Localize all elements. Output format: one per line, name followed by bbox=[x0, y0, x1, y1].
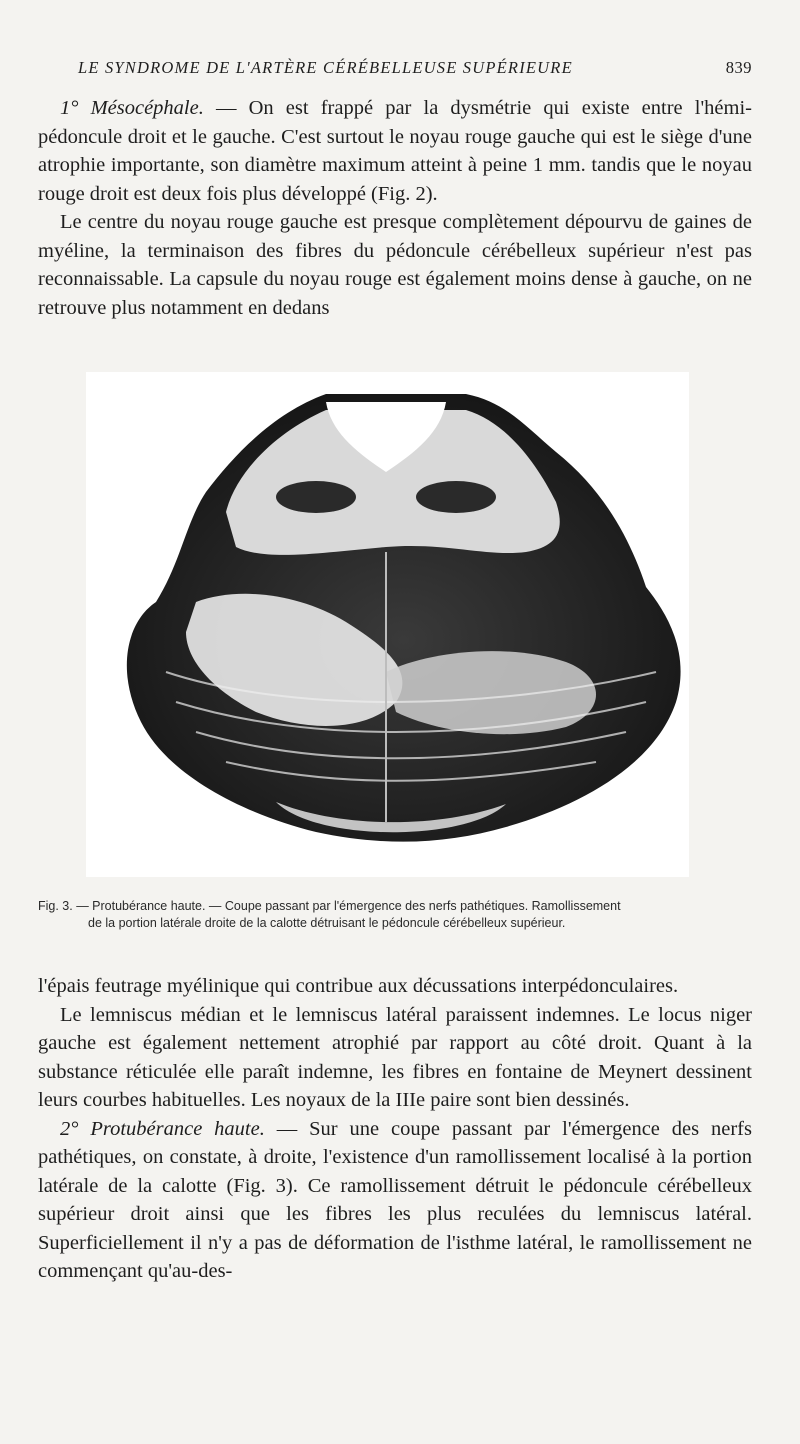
running-header bbox=[78, 58, 752, 78]
caption-line-2: de la portion latérale droite de la calotte détruisant le pédoncule cérébelleux supérieur. bbox=[88, 916, 566, 930]
caption-line-1: Fig. 3. — Protubérance haute. — Coupe passant par l'émergence des nerfs pathétiques. Ramollissement bbox=[38, 899, 621, 913]
body-text-bottom bbox=[38, 972, 752, 1286]
paragraph-noyau-rouge: Le centre du noyau rouge gauche est presque complètement dépourvu de gaines de myéline, la terminaison des fibres du pédoncule cérébelleux supérieur n'est pas reconnaissable. La capsule du noyau rouge est également moins dense à gauche, on ne retrouve plus notamment en dedans bbox=[38, 211, 752, 319]
figure-caption bbox=[38, 898, 752, 932]
paragraph-lemniscus: Le lemniscus médian et le lemniscus latéral paraissent indemnes. Le locus niger gauche est également nettement atrophié par rapport au côté droit. Quant à la substance réticulée elle paraît indemne, les fibres en fontaine de Meynert dessinent leurs courbes habituelles. Les noyaux de la IIIe paire sont bien dessinés. bbox=[38, 1003, 752, 1111]
section-heading-mesocephale: 1° Mésocéphale. bbox=[60, 97, 204, 119]
running-title: LE SYNDROME DE L'ARTÈRE CÉRÉBELLEUSE SUPÉRIEURE bbox=[78, 58, 573, 77]
paragraph-text-protuberance: — Sur une coupe passant par l'émergence des nerfs pathétiques, on constate, à droite, l'existence d'un ramollissement localisé à la portion latérale de la calotte (Fig. 3). Ce ramollissement détruit le pédoncule cérébelleux supérieur droit ainsi que les fibres les plus reculées du lemniscus latéral. Superficiellement il n'y a pas de déformation de l'isthme latéral, le ramollissement ne commençant qu'au-des- bbox=[38, 1117, 752, 1282]
paragraph-mesocephale bbox=[38, 94, 752, 208]
paragraph-feutrage: l'épais feutrage myélinique qui contribue aux décussations interpédonculaires. bbox=[38, 975, 679, 997]
body-text-top bbox=[38, 94, 752, 322]
paragraph-protuberance bbox=[38, 1115, 752, 1286]
page-number: 839 bbox=[725, 58, 752, 77]
section-heading-protuberance: 2° Protubérance haute. bbox=[60, 1117, 265, 1140]
paragraph-text: — On est frappé par la dysmétrie qui existe entre l'hémi-pédoncule droit et le gauche. C'est surtout le noyau rouge gauche qui est le siège d'une atrophie importante, son diamètre maximum atteint à peine 1 mm. tandis que le noyau rouge droit est deux fois plus développé (Fig. 2). bbox=[38, 97, 752, 205]
brainstem-section-image bbox=[86, 372, 689, 877]
figure-3-brainstem-section bbox=[86, 372, 689, 877]
